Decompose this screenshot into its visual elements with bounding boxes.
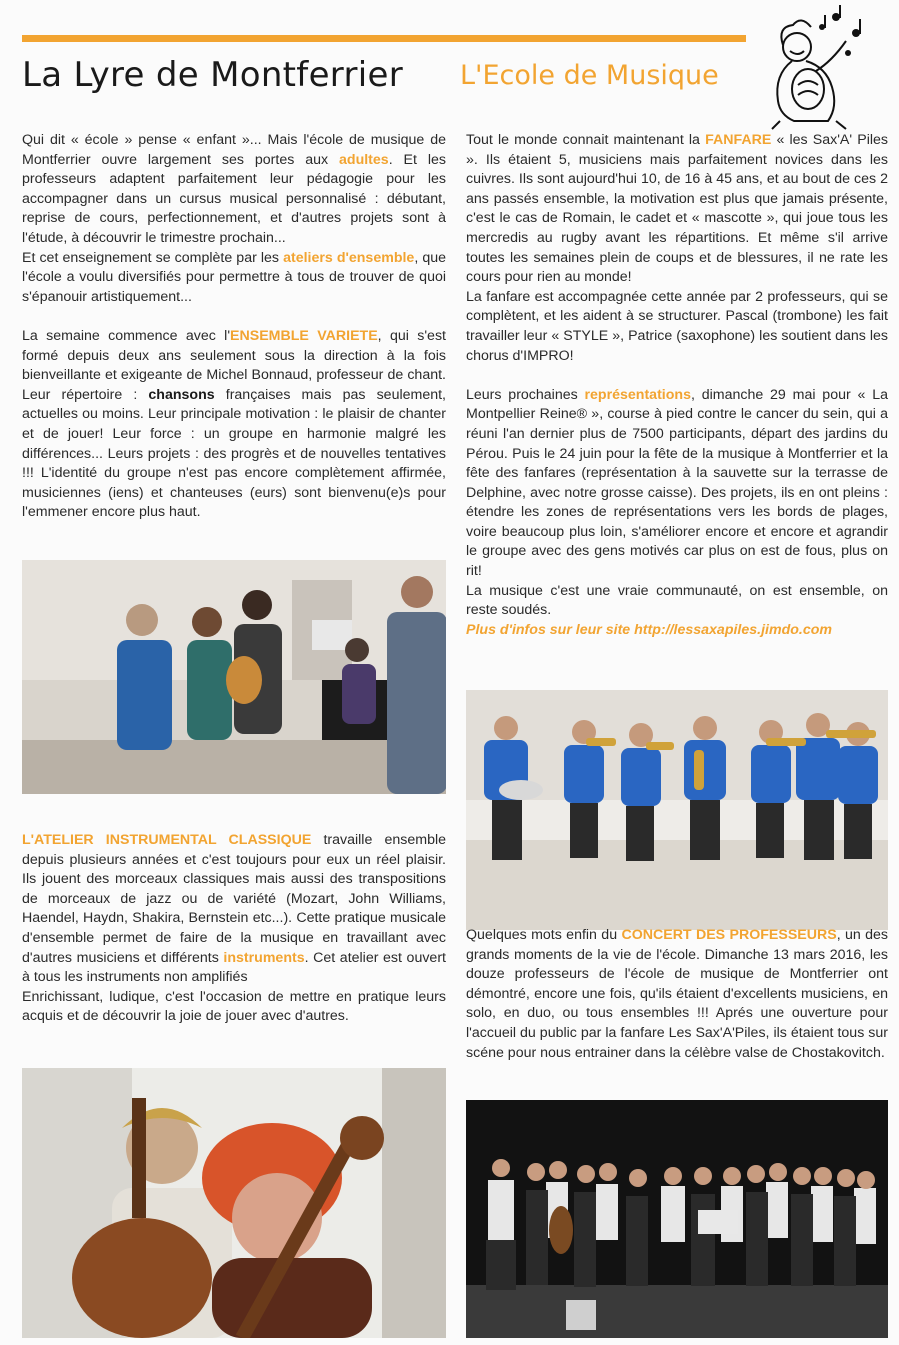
photo-cello-players bbox=[22, 1068, 446, 1338]
right-column-concert bbox=[466, 926, 888, 1063]
bold-chansons: chansons bbox=[148, 386, 215, 403]
highlight-concert-professeurs: CONCERT DES PROFESSEURS bbox=[621, 927, 837, 943]
highlight-ateliers: ateliers d'ensemble bbox=[283, 249, 415, 266]
fanfare-paragraph: Tout le monde connait maintenant la FANFARE « les Sax'A' Piles ». Ils étaient 5, musiciens mais parfaitement novices dans les cuivres. Ils sont aujourd'hui 10, de 16 à 45 ans, et au bout de ces 2 ans passés ensemble, la motivation est plus que jamais présente, c'est le cas de Romain, le cadet et « mascotte », qui joue tous les mercredis au rugby avant les répartitions. Et même s'il arrive toutes les semaines plein de coups et de blessures, il ne rate les cours pour rien au monde! bbox=[466, 132, 888, 286]
photo-concert-professeurs bbox=[466, 1100, 888, 1338]
highlight-representations: représentations bbox=[584, 386, 691, 403]
page-subtitle: L'Ecole de Musique bbox=[460, 60, 719, 91]
fanfare-website-link[interactable]: Plus d'infos sur leur site http://lessaxapiles.jimdo.com bbox=[466, 621, 833, 638]
highlight-instruments: instruments bbox=[223, 949, 305, 966]
musician-mascot-illustration bbox=[752, 5, 870, 133]
atelier-classique-paragraph: L'ATELIER INSTRUMENTAL CLASSIQUE travaille ensemble depuis plusieurs années et c'est toujours pour eux un réel plaisir. Ils jouent des morceaux classiques mais aussi des transpositions de morceaux de jazz ou de variété (Mozart, John Williams, Haendel, Haydn, Shakira, Bernstein etc...). Cette pratique musicale d'ensemble permet de faire de la musique en travaillant avec d'autres musiciens et différents instruments. Cet atelier est ouvert à tous les instruments non amplifiés bbox=[22, 832, 446, 986]
photo-fanfare bbox=[466, 690, 888, 930]
ateliers-paragraph: Et cet enseignement se complète par les ateliers d'ensemble, que l'école a voulu diversifiés pour permettre à tous de trouver de quoi s'épanouir artistiquement... bbox=[22, 249, 447, 305]
left-column-atelier bbox=[22, 831, 446, 1027]
left-column-intro bbox=[22, 131, 446, 523]
enrichissant-paragraph: Enrichissant, ludique, c'est l'occasion de mettre en pratique leurs acquis et de découvrir la joie de jouer avec d'autres. bbox=[22, 988, 446, 1025]
intro-paragraph: Qui dit « école » pense « enfant »... Mais l'école de musique de Montferrier ouvre largement ses portes aux adultes. Et les professeurs adaptent parfaitement leur pédagogie pour les accompagner dans un cursus musical personnalisé : débutant, reprise de cours, perfectionnement, et d'autres projets sont à l'étude, à découvrir le trimestre prochain... bbox=[22, 132, 446, 246]
concert-professeurs-paragraph: Quelques mots enfin du CONCERT DES PROFESSEURS, un des grands moments de la vie de l'école. Dimanche 13 mars 2016, les douze professeurs de l'école de musique de Montferrier ont démontré, encore une fois, qu'ils étaient d'excellents musiciens, en solo, en duo, ou tous ensembles !!! Aprés une ouverture pour l'accueil du public par la fanfare Les Sax'A'Piles, ils étaient tous sur scéne pour nous entrainer dans la célèbre valse de Chostakovitch. bbox=[466, 927, 889, 1061]
highlight-adultes: adultes bbox=[339, 151, 389, 168]
professeurs-fanfare-paragraph: La fanfare est accompagnée cette année par 2 professeurs, qui se complètent, et les aident à se structurer. Pascal (trombone) les fait travailler leur « STYLE », Patrice (saxophone) les soutient dans les chorus d'IMPRO! bbox=[466, 288, 888, 364]
header-accent-rule bbox=[22, 35, 746, 42]
page-title: La Lyre de Montferrier bbox=[22, 55, 403, 95]
ensemble-variete-paragraph: La semaine commence avec l'ENSEMBLE VARIETE, qui s'est formé depuis deux ans seulement sous la direction à la fois bienveillante et exigeante de Michel Bonnaud, professeur de chant. Leur répertoire : chansons françaises mais pas seulement, actuelles ou moins. Leur principale motivation : le plaisir de chanter et de jouer! Leur force : un groupe en harmonie malgré les différences... Leurs projets : des progrès et de nouvelles tentatives !!! L'identité du groupe n'est pas encore complètement affirmée, musiciennes (iens) et chanteuses (eurs) sont bienvenu(e)s pour l'emmener encore plus haut. bbox=[22, 327, 446, 521]
communaute-paragraph: La musique c'est une vraie communauté, on est ensemble, on reste soudés. bbox=[466, 582, 888, 619]
right-column-fanfare bbox=[466, 131, 888, 640]
highlight-ensemble-variete: ENSEMBLE VARIETE bbox=[230, 327, 378, 344]
highlight-fanfare: FANFARE bbox=[705, 132, 772, 148]
photo-ensemble-variete bbox=[22, 560, 446, 794]
representations-paragraph: Leurs prochaines représentations, dimanche 29 mai pour « La Montpellier Reine® », course à pied contre le cancer du sein, qui a réuni l'an dernier plus de 7500 participants, départ des jardins du Pérou. Puis le 24 juin pour la fête de la musique à Montferrier et la fête des fanfares (représentation à la sauvette sur la terrasse de Delphine, avec notre grosse caisse). Des projets, ils en ont pleins : étendre les zones de représentations vers les bords de plages, voire beaucoup plus loin, s'améliorer encore et encore et agrandir le groupe avec des gens motivés car plus on est de fous, plus on rit! bbox=[466, 386, 888, 580]
highlight-atelier-classique: L'ATELIER INSTRUMENTAL CLASSIQUE bbox=[22, 832, 312, 848]
